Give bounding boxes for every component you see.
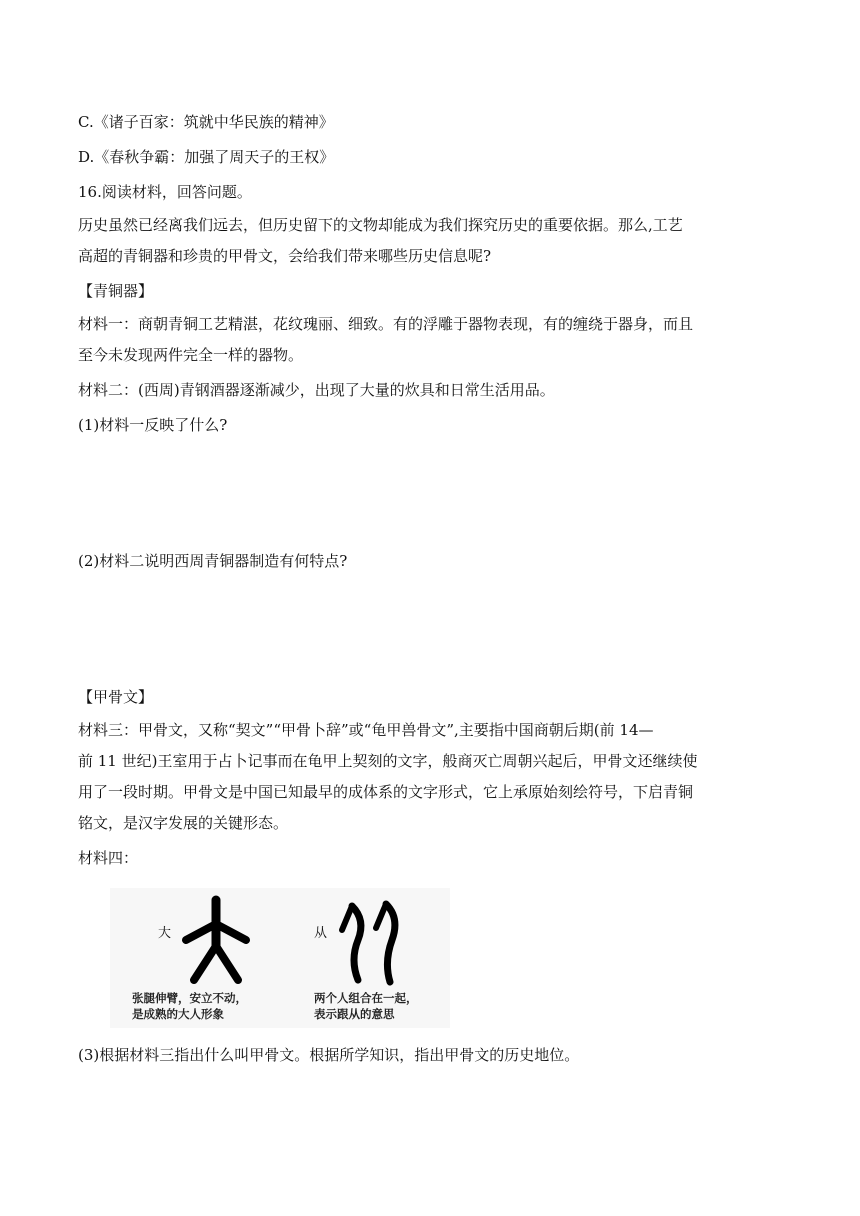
material-3-line-1: 材料三：甲骨文，又称“契文”“甲骨卜辞”或“龟甲兽骨文”,主要指中国商朝后期(前 14— — [78, 721, 654, 739]
material-3-line-3: 用了一段时期。甲骨文是中国已知最早的成体系的文字形式，它上承原始刻绘符号，下启青铜 — [78, 783, 694, 801]
material-2: 材料二：(西周)青钢酒器逐渐减少，出现了大量的炊具和日常生活用品。 — [78, 381, 555, 399]
char-cong-caption-2: 表示跟从的意思 — [314, 1007, 395, 1021]
option-c: C.《诸子百家：筑就中华民族的精神》 — [78, 113, 334, 131]
intro-line-2: 高超的青铜器和珍贵的甲骨文，会给我们带来哪些历史信息呢? — [78, 247, 492, 265]
char-cong-label: 从 — [314, 926, 328, 941]
char-cong-caption-1: 两个人组合在一起， — [314, 991, 418, 1005]
oracle-bone-figure — [110, 888, 450, 1028]
char-da-caption-1: 张腿伸臂，安立不动， — [132, 991, 247, 1005]
oracle-da-glyph — [176, 894, 256, 986]
char-da-label: 大 — [158, 926, 172, 941]
char-da-caption-2: 是成熟的大人形象 — [132, 1007, 224, 1021]
question-3: (3)根据材料三指出什么叫甲骨文。根据所学知识，指出甲骨文的历史地位。 — [78, 1046, 580, 1064]
intro-line-1: 历史虽然已经离我们远去，但历史留下的文物却能成为我们探究历史的重要依据。那么,工艺 — [78, 216, 683, 234]
section-bronze: 【青铜器】 — [78, 282, 154, 300]
question-2: (2)材料二说明西周青铜器制造有何特点? — [78, 552, 348, 570]
material-4: 材料四： — [78, 849, 139, 867]
question-1: (1)材料一反映了什么? — [78, 416, 228, 434]
option-d: D.《春秋争霸：加强了周天子的王权》 — [78, 148, 335, 166]
material-1-line-2: 至今未发现两件完全一样的器物。 — [78, 346, 304, 364]
material-3-line-4: 铭文，是汉字发展的关键形态。 — [78, 814, 289, 832]
material-3-line-2: 前 11 世纪)王室用于占卜记事而在龟甲上契刻的文字，般商灭亡周朝兴起后，甲骨文还继续使 — [78, 752, 698, 770]
question-title: 16.阅读材料，回答问题。 — [78, 183, 252, 201]
section-oracle: 【甲骨文】 — [78, 688, 154, 706]
material-1-line-1: 材料一：商朝青铜工艺精湛，花纹瑰丽、细致。有的浮雕于器物表现，有的缠绕于器身，而且 — [78, 315, 694, 333]
oracle-cong-glyph — [332, 896, 412, 986]
